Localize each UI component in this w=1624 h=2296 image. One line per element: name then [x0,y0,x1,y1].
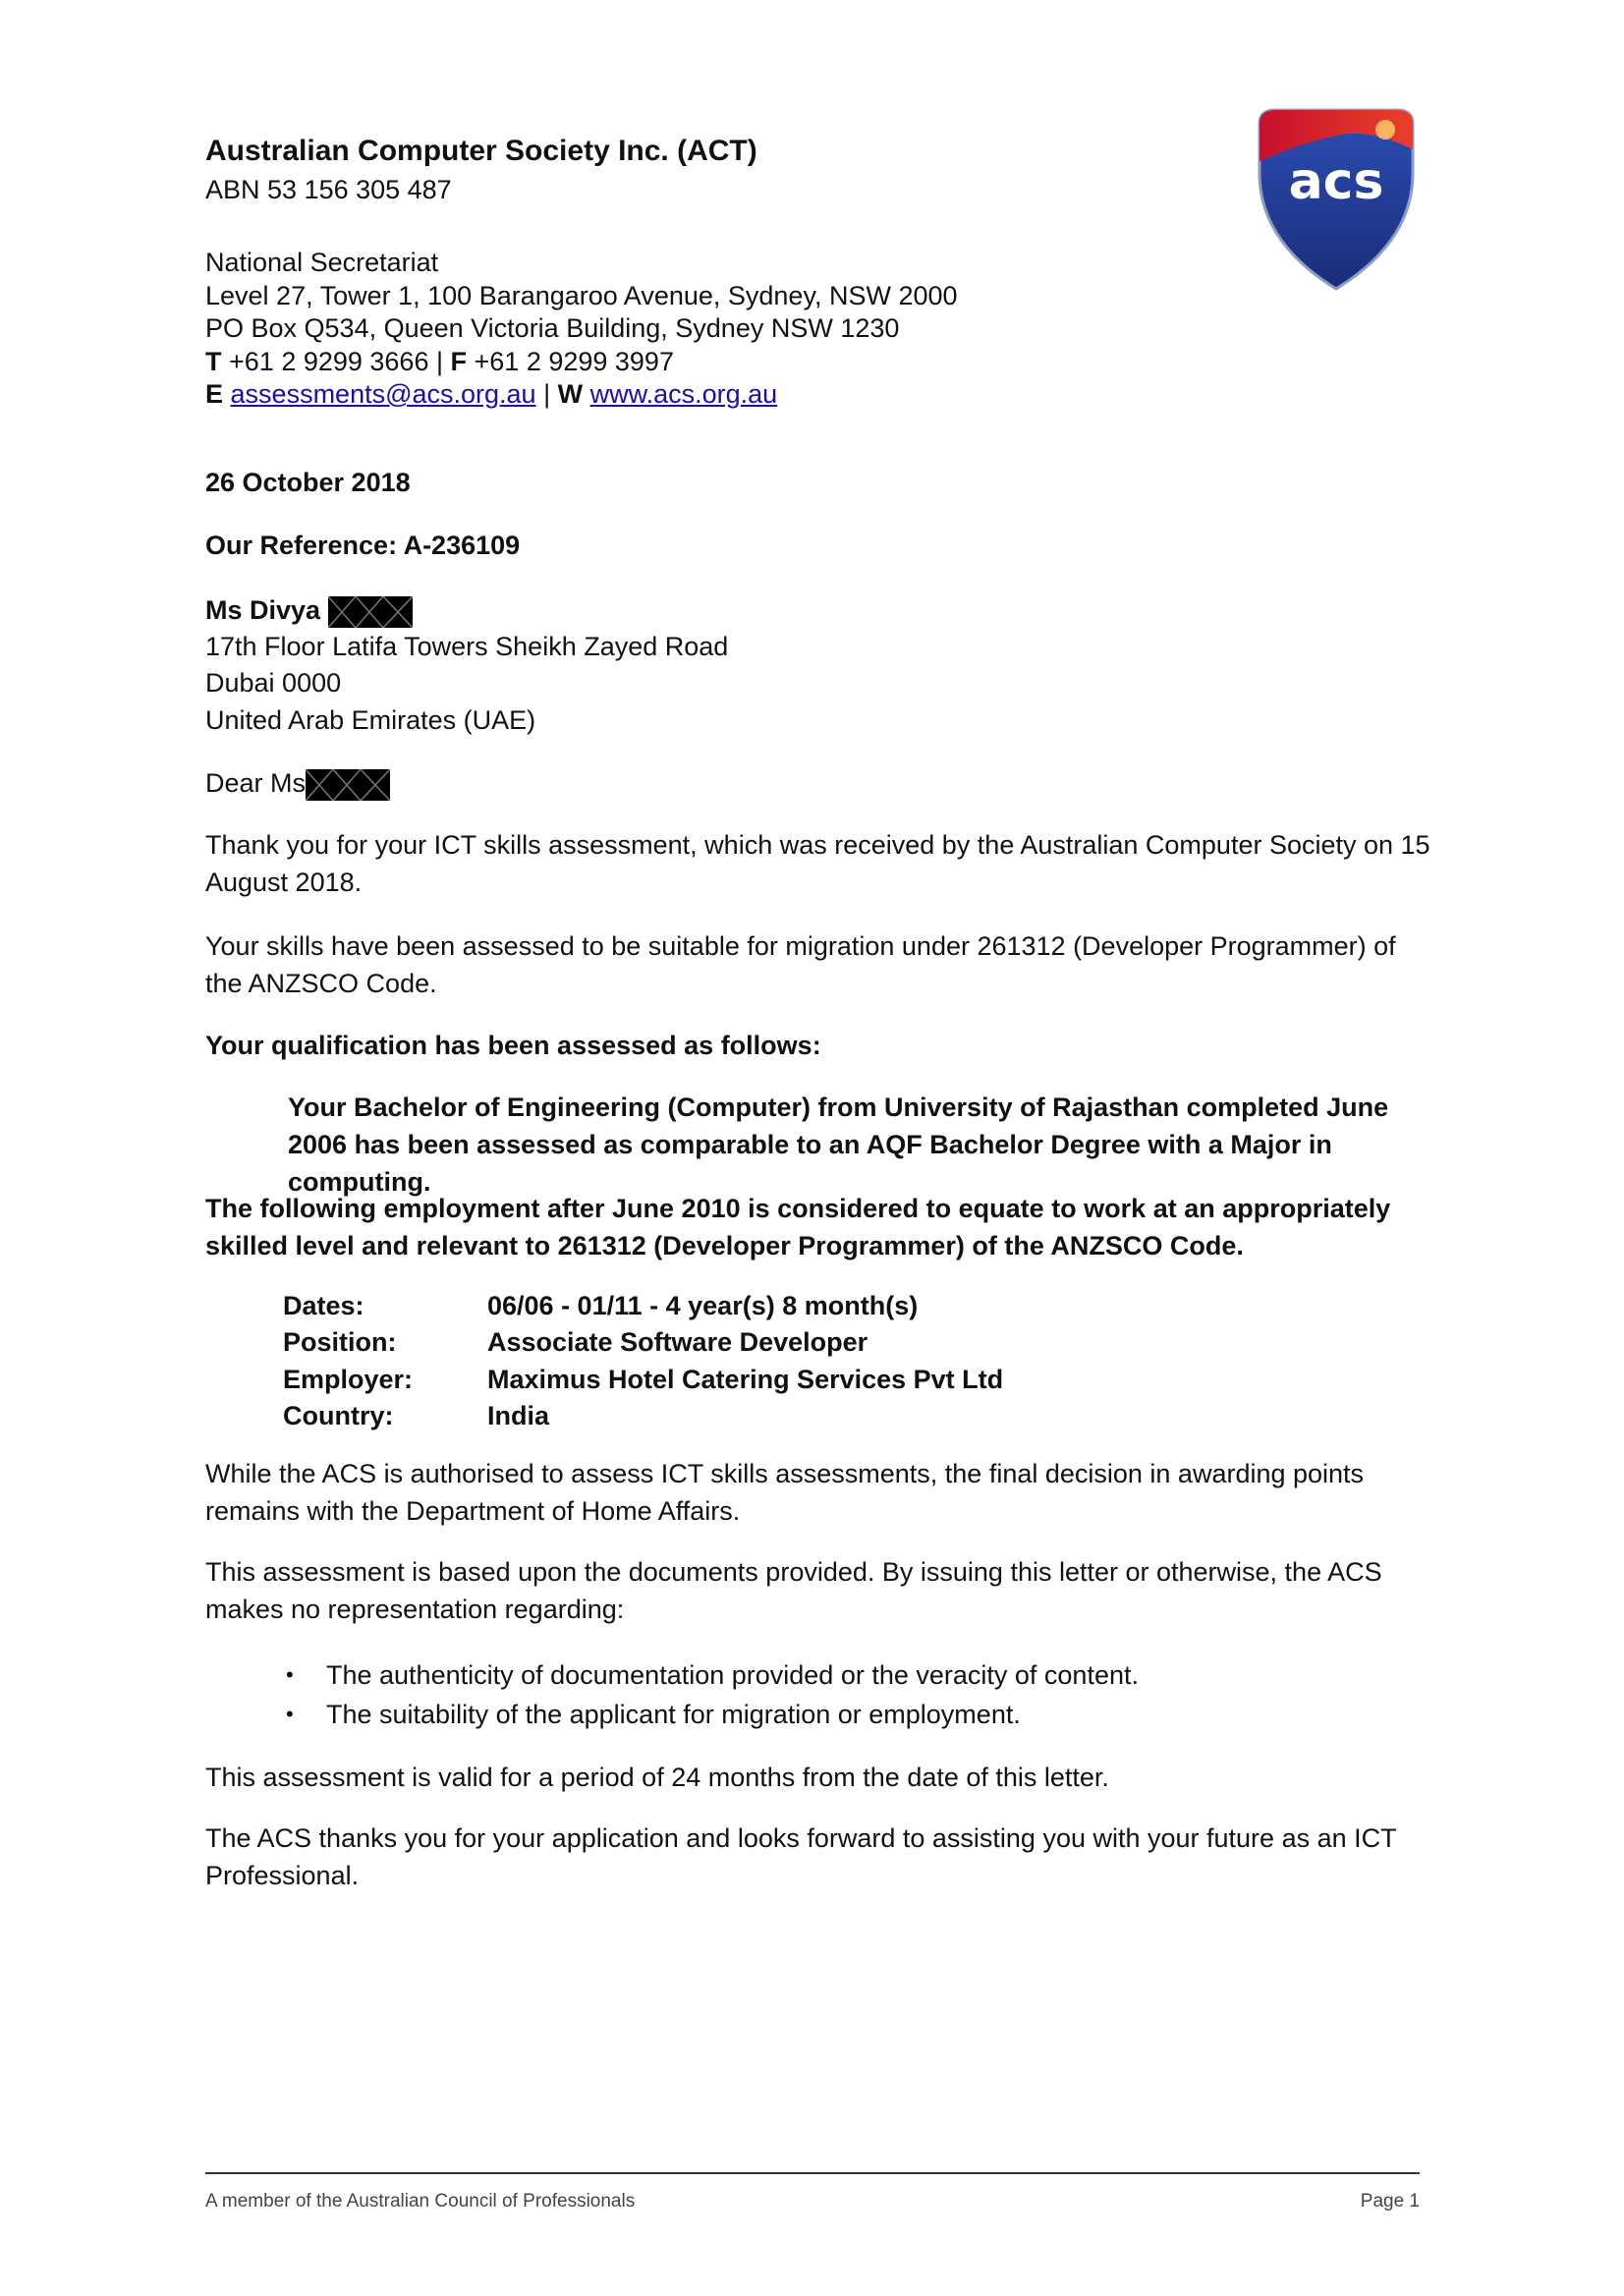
bullet-glyph: • [286,1662,294,1687]
redaction-pattern-icon [306,769,390,801]
fax-label: F [450,347,467,376]
redaction-mark [306,769,390,801]
abn: ABN 53 156 305 487 [205,175,452,204]
phone-fax-line [205,345,674,378]
fax-number: +61 2 9299 3997 [474,347,674,376]
web-label: W [557,379,584,409]
footer-left-text: A member of the Australian Council of Professionals [205,2191,636,2212]
list-item: The suitability of the applicant for migration or employment. [326,1700,1021,1729]
acs-logo [1250,104,1423,295]
recipient-address-3: United Arab Emirates (UAE) [205,705,536,735]
qualification-heading: Your qualification has been assessed as follows: [205,1031,821,1060]
recipient-name-line [205,593,413,628]
bullet-glyph: • [286,1702,294,1726]
redaction-pattern-icon [328,596,413,628]
para-skills: Your skills have been assessed to be suitable for migration under 261312 (Developer Programmer) of the ANZSCO Code. [205,931,1396,998]
country-value: India [487,1401,550,1430]
para-closing: The ACS thanks you for your application and looks forward to assisting you with your future as an ICT Professional. [205,1823,1397,1890]
employer-label: Employer: [283,1365,414,1394]
reference: Our Reference: A-236109 [205,531,521,560]
salutation-line [205,766,390,801]
letter-date: 26 October 2018 [205,468,411,497]
list-item: The authenticity of documentation provided or the veracity of content. [326,1660,1139,1690]
position-value: Associate Software Developer [487,1327,868,1357]
employment-heading: The following employment after June 2010 is considered to equate to work at an appropriately skilled level and relevant to 261312 (Developer Programmer) of the ANZSCO Code. [205,1194,1391,1260]
svg-text:acs: acs [1288,152,1384,211]
org-name: Australian Computer Society Inc. (ACT) [205,135,757,167]
address-line-1: Level 27, Tower 1, 100 Barangaroo Avenue, Sydney, NSW 2000 [205,281,958,310]
recipient-name: Ms Divya [205,595,321,625]
dates-value: 06/06 - 01/11 - 4 year(s) 8 month(s) [487,1291,919,1320]
secretariat: National Secretariat [205,248,439,277]
salutation: Dear Ms [205,768,307,798]
para-authorised: While the ACS is authorised to assess ICT skills assessments, the final decision in awarding points remains with the Department of Home Affairs. [205,1459,1365,1526]
para-valid: This assessment is valid for a period of 24 months from the date of this letter. [205,1763,1109,1792]
redaction-mark [328,596,413,628]
position-label: Position: [283,1327,397,1357]
page-number: Page 1 [1360,2191,1420,2212]
email-link[interactable]: assessments@acs.org.au [230,379,536,409]
web-link[interactable]: www.acs.org.au [589,379,778,409]
email-label: E [205,379,224,409]
recipient-address-2: Dubai 0000 [205,668,342,698]
footer-divider [205,2172,1420,2174]
employer-value: Maximus Hotel Catering Services Pvt Ltd [487,1365,1004,1394]
email-web-line [205,377,777,411]
para-thanks: Thank you for your ICT skills assessment, which was received by the Australian Computer Society on 15 August 2018. [205,830,1430,897]
shield-logo-icon [1250,104,1423,295]
phone-label: T [205,347,222,376]
separator: | [428,347,451,376]
address-line-2: PO Box Q534, Queen Victoria Building, Sydney NSW 1230 [205,313,900,343]
country-label: Country: [283,1401,394,1430]
separator: | [535,379,558,409]
qualification-detail: Your Bachelor of Engineering (Computer) from University of Rajasthan completed June 2006 has been assessed as comparable to an AQF Bachelor Degree with a Major in computing. [288,1092,1389,1197]
para-based: This assessment is based upon the documents provided. By issuing this letter or otherwise, the ACS makes no representation regarding: [205,1557,1382,1624]
dates-label: Dates: [283,1291,364,1320]
phone-number: +61 2 9299 3666 [229,347,429,376]
recipient-address-1: 17th Floor Latifa Towers Sheikh Zayed Road [205,632,729,661]
